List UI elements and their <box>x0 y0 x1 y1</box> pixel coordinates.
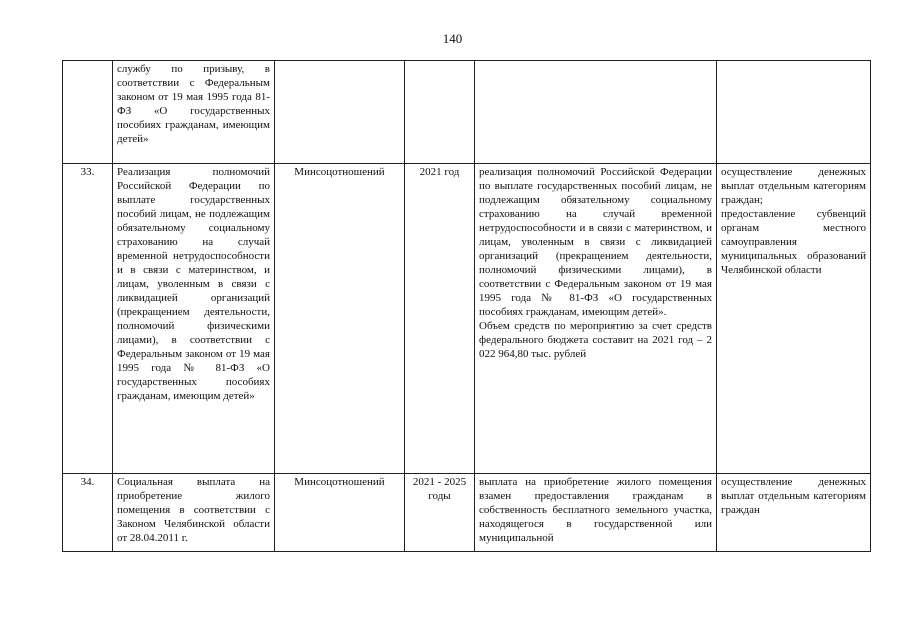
measure-name: Социальная выплата на приобретение жилого помещения в соответствии с Законом Челябинской области от 28.04.2011 г. <box>113 474 275 552</box>
period: 2021 год <box>405 164 475 474</box>
funding-amount-text: Объем средств по мероприятию за счет средств федерального бюджета составит на 2021 год – 2 022 964,80 тыс. рублей <box>479 320 712 360</box>
table-row <box>63 474 871 552</box>
measure-content-text: реализация полномочий Российской Федерации по выплате государственных пособий лицам, не подлежащим обязательному социальному страхованию на случай временной нетрудоспособности и в связи с материнством, и лицам, уволенным в связи с ликвидацией организаций (прекращением деятельности, полномочий физическими лицами), в соответствии с Федеральным законом от 19 мая 1995 года № 81-ФЗ «О государственных пособиях гражданам, имеющим детей». <box>479 166 712 318</box>
row-number <box>63 61 113 164</box>
executor: Минсоцотношений <box>275 474 405 552</box>
expected-result: осуществление денежных выплат отдельным категориям граждан <box>717 474 871 552</box>
expected-result <box>717 164 871 474</box>
table-row <box>63 164 871 474</box>
measure-content <box>475 164 717 474</box>
page-number: 140 <box>442 31 463 46</box>
period <box>405 61 475 164</box>
measure-name: службу по призыву, в соответствии с Федеральным законом от 19 мая 1995 года 81-ФЗ «О государственных пособиях гражданам, имеющим детей» <box>113 61 275 164</box>
table-row <box>63 61 871 164</box>
expected-result <box>717 61 871 164</box>
period: 2021 - 2025 годы <box>405 474 475 552</box>
measure-content <box>475 61 717 164</box>
program-measures-table <box>62 60 871 552</box>
row-number: 33. <box>63 164 113 474</box>
executor: Минсоцотношений <box>275 164 405 474</box>
result-text: осуществление денежных выплат отдельным категориям граждан; <box>721 166 866 206</box>
measure-name: Реализация полномочий Российской Федерации по выплате государственных пособий лицам, не подлежащим обязательному социальному страхованию на случай временной нетрудоспособности и в связи с материнством, и лицам, уволенным в связи с ликвидацией организаций (прекращением деятельности, полномочий физическими лицами), в соответствии с Федеральным законом от 19 мая 1995 года № 81-ФЗ «О государственных пособиях гражданам, имеющим детей» <box>113 164 275 474</box>
result-extra-text: предоставление субвенций органам местного самоуправления муниципальных образований Челябинской области <box>721 208 866 276</box>
executor <box>275 61 405 164</box>
measure-content: выплата на приобретение жилого помещения взамен предоставления гражданам в собственность бесплатного земельного участка, находящегося в государственной или муниципальной <box>475 474 717 552</box>
row-number: 34. <box>63 474 113 552</box>
